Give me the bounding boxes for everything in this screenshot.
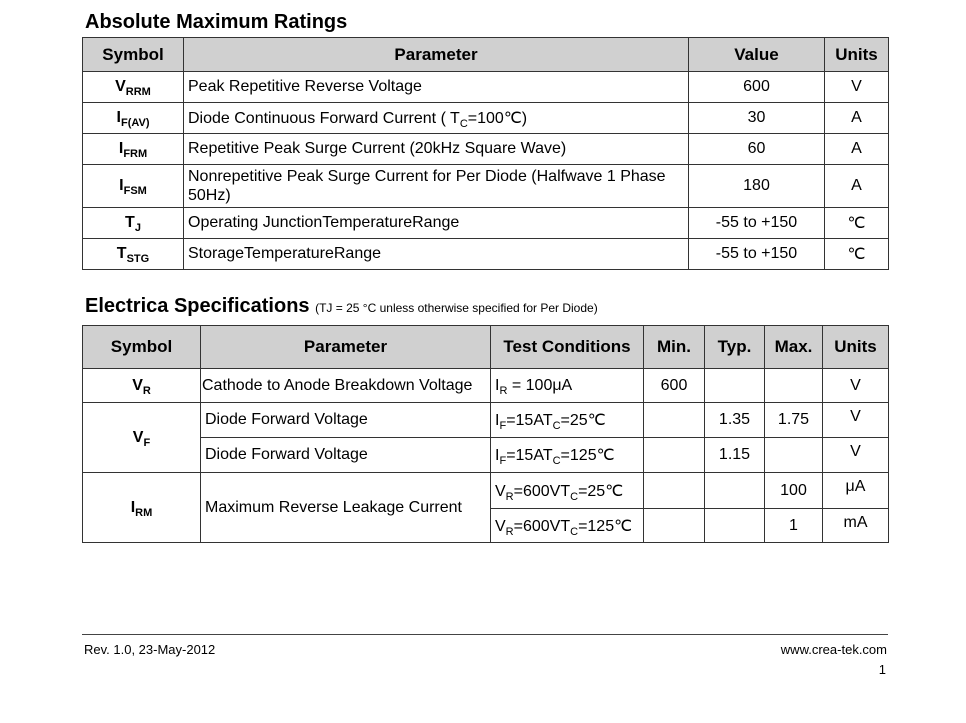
table-row bbox=[83, 473, 889, 509]
table-row bbox=[83, 134, 889, 165]
symbol-cell: $I_{F(AV)}$ bbox=[83, 103, 184, 134]
max-cell: 1 bbox=[765, 509, 823, 543]
symbol-cell: $V_F$ bbox=[83, 403, 201, 473]
table-row bbox=[83, 103, 889, 134]
value-cell: 60 bbox=[689, 134, 825, 165]
amr-header-parameter: Parameter bbox=[184, 38, 689, 72]
parameter-cell: Peak Repetitive Reverse Voltage bbox=[184, 72, 689, 103]
symbol-cell: $V_{RRM}$ bbox=[83, 72, 184, 103]
es-header-symbol: Symbol bbox=[83, 326, 201, 369]
footer-url: www.crea-tek.com bbox=[780, 642, 887, 657]
typ-cell bbox=[705, 369, 765, 403]
value-cell: 600 bbox=[689, 72, 825, 103]
max-cell bbox=[765, 438, 823, 473]
parameter-cell: Diode Forward Voltage bbox=[201, 403, 491, 438]
unit-cell: A bbox=[825, 134, 889, 165]
typ-cell: 1.35 bbox=[705, 403, 765, 438]
parameter-cell: StorageTemperatureRange bbox=[184, 239, 689, 270]
value-cell: 30 bbox=[689, 103, 825, 134]
page-number: 1 bbox=[878, 662, 886, 677]
es-header-typ: Typ. bbox=[705, 326, 765, 369]
es-header-min: Min. bbox=[644, 326, 705, 369]
symbol-cell: $T_J$ bbox=[83, 208, 184, 239]
test-cell: $V_R=600VT_C=125℃$ bbox=[491, 509, 644, 543]
parameter-cell: Diode Continuous Forward Current ( $T_C=100℃$) bbox=[184, 103, 689, 134]
parameter-cell: Operating JunctionTemperatureRange bbox=[184, 208, 689, 239]
unit-cell: A bbox=[825, 165, 889, 208]
min-cell bbox=[644, 403, 705, 438]
symbol-cell: $I_{FRM}$ bbox=[83, 134, 184, 165]
table-row bbox=[83, 369, 889, 403]
min-cell: 600 bbox=[644, 369, 705, 403]
parameter-cell: Cathode to Anode Breakdown Voltage bbox=[201, 369, 491, 403]
unit-cell: V bbox=[823, 403, 889, 438]
footer-revision: Rev. 1.0, 23-May-2012 bbox=[84, 642, 216, 657]
footer-divider bbox=[82, 634, 888, 635]
symbol-cell: $V_R$ bbox=[83, 369, 201, 403]
table-row bbox=[83, 403, 889, 438]
unit-cell: V bbox=[823, 369, 889, 403]
es-title: Electrica Specifications (TJ = 25 °C unless otherwise specified for Per Diode) bbox=[85, 295, 598, 317]
unit-cell: V bbox=[823, 438, 889, 473]
unit-cell: mA bbox=[823, 509, 889, 543]
max-cell bbox=[765, 369, 823, 403]
unit-cell: V bbox=[825, 72, 889, 103]
value-cell: -55 to +150 bbox=[689, 208, 825, 239]
typ-cell bbox=[705, 473, 765, 509]
value-cell: -55 to +150 bbox=[689, 239, 825, 270]
parameter-cell: Diode Forward Voltage bbox=[201, 438, 491, 473]
min-cell bbox=[644, 509, 705, 543]
table-row bbox=[83, 208, 889, 239]
unit-cell: ℃ bbox=[825, 208, 889, 239]
parameter-cell: Nonrepetitive Peak Surge Current for Per Diode (Halfwave 1 Phase 50Hz) bbox=[184, 165, 689, 208]
amr-header-value: Value bbox=[689, 38, 825, 72]
unit-cell: A bbox=[825, 103, 889, 134]
amr-header-row bbox=[83, 38, 889, 72]
parameter-cell: Maximum Reverse Leakage Current bbox=[201, 473, 491, 543]
es-header-parameter: Parameter bbox=[201, 326, 491, 369]
amr-header-units: Units bbox=[825, 38, 889, 72]
parameter-cell: Repetitive Peak Surge Current (20kHz Square Wave) bbox=[184, 134, 689, 165]
es-table bbox=[82, 325, 889, 543]
amr-header-symbol: Symbol bbox=[83, 38, 184, 72]
max-cell: 1.75 bbox=[765, 403, 823, 438]
value-cell: 180 bbox=[689, 165, 825, 208]
symbol-cell: $I_{FSM}$ bbox=[83, 165, 184, 208]
amr-table bbox=[82, 37, 889, 270]
max-cell: 100 bbox=[765, 473, 823, 509]
min-cell bbox=[644, 473, 705, 509]
unit-cell: ℃ bbox=[825, 239, 889, 270]
es-note: (TJ = 25 °C unless otherwise specified for Per Diode) bbox=[315, 301, 598, 315]
typ-cell bbox=[705, 509, 765, 543]
es-header-max: Max. bbox=[765, 326, 823, 369]
es-header-units: Units bbox=[823, 326, 889, 369]
table-row bbox=[83, 239, 889, 270]
symbol-cell: $I_{RM}$ bbox=[83, 473, 201, 543]
test-cell: $I_F=15AT_C=25℃$ bbox=[491, 403, 644, 438]
min-cell bbox=[644, 438, 705, 473]
es-header-row bbox=[83, 326, 889, 369]
symbol-cell: $T_{STG}$ bbox=[83, 239, 184, 270]
table-row bbox=[83, 165, 889, 208]
test-cell: $I_F=15AT_C=125℃$ bbox=[491, 438, 644, 473]
typ-cell: 1.15 bbox=[705, 438, 765, 473]
test-cell: $V_R=600VT_C=25℃$ bbox=[491, 473, 644, 509]
table-row bbox=[83, 438, 889, 473]
amr-title: Absolute Maximum Ratings bbox=[85, 11, 348, 33]
test-cell: $I_R = 100\mu A$ bbox=[491, 369, 644, 403]
es-header-test: Test Conditions bbox=[491, 326, 644, 369]
table-row bbox=[83, 72, 889, 103]
unit-cell: μA bbox=[823, 473, 889, 509]
